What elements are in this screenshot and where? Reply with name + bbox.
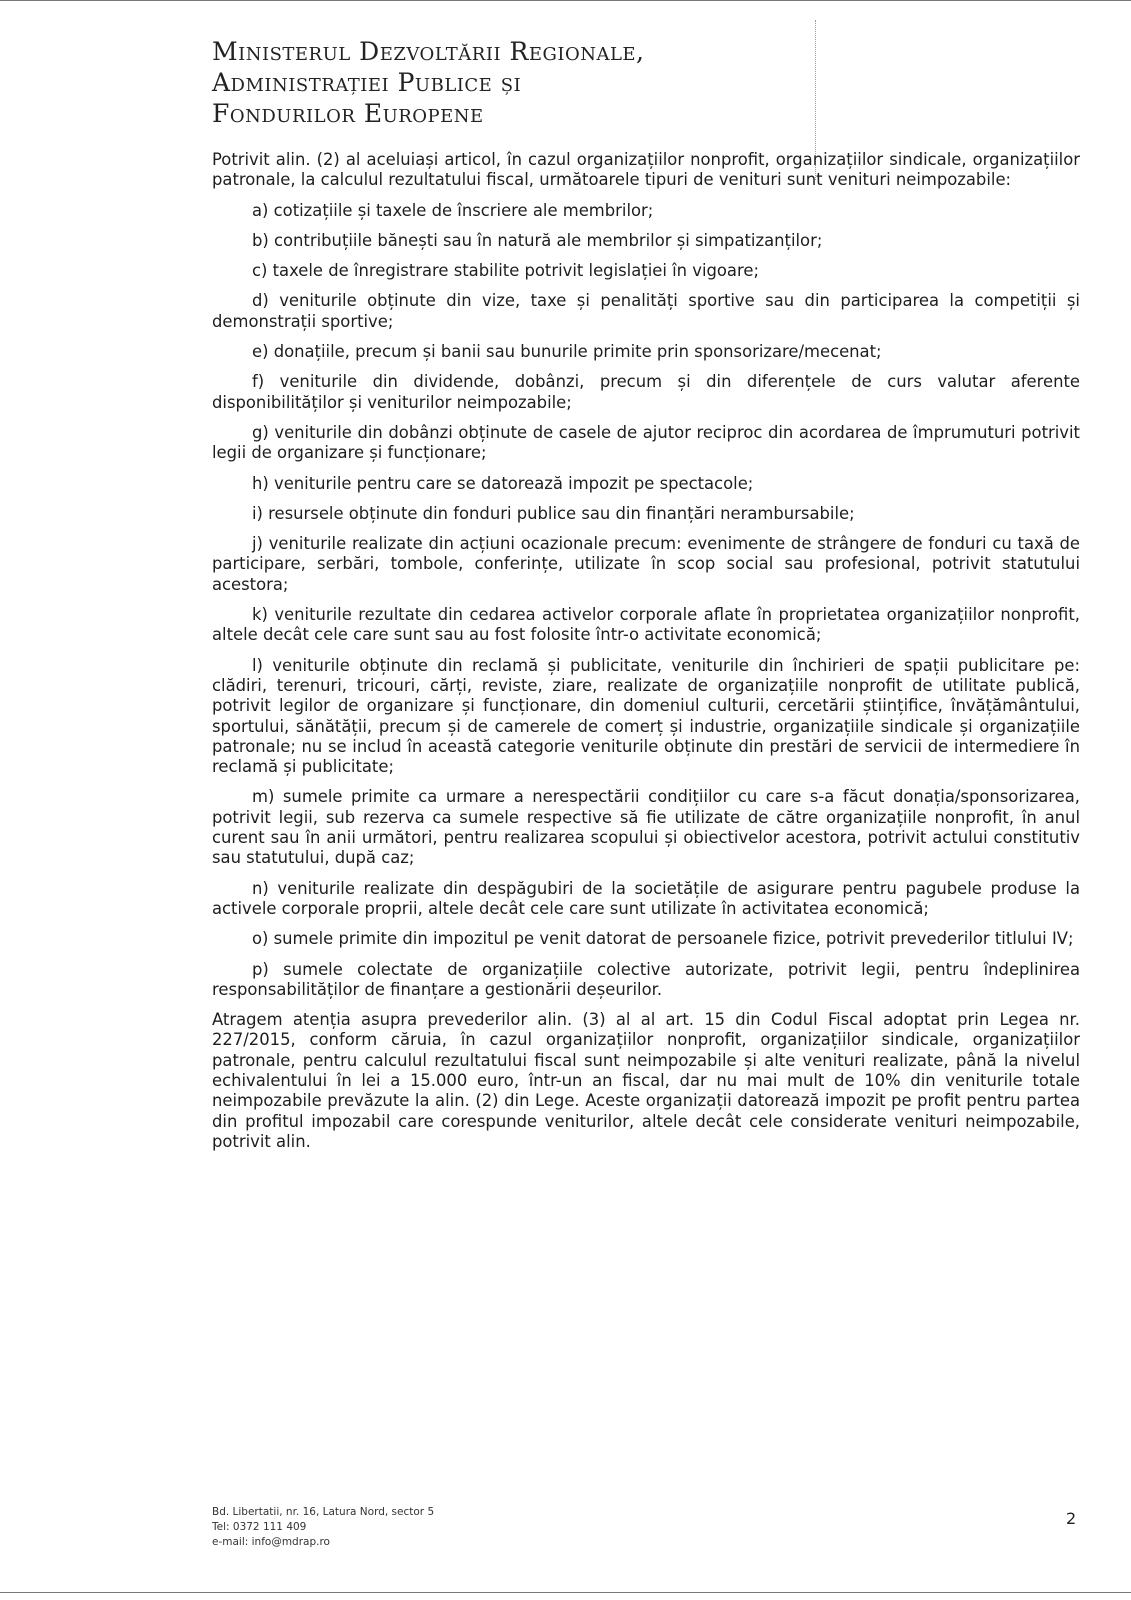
- ministry-header: [212, 36, 645, 129]
- list-item-p: p) sumele colectate de organizațiile colective autorizate, potrivit legii, pentru îndeplinirea responsabilităților de finanțare a gestionării deșeurilor.: [212, 959, 1080, 999]
- closing-paragraph: Atragem atenția asupra prevederilor alin. (3) al al art. 15 din Codul Fiscal adoptat prin Legea nr. 227/2015, conform căruia, în cazul organizațiilor nonprofit, organizațiilor sindicale, organizațiilor patronale, pentru calculul rezultatului fiscal sunt neimpozabile și alte venituri realizate, până la nivelul echivalentului în lei a 15.000 euro, într-un an fiscal, dar nu mai mult de 10% din veniturile totale neimpozabile prevăzute la alin. (2) din Lege. Aceste organizații datorează impozit pe profit pentru partea din profitul impozabil care corespunde veniturilor, altele decât cele considerate venituri neimpozabile, potrivit alin.: [212, 1010, 1080, 1151]
- list-item-c: c) taxele de înregistrare stabilite potrivit legislației în vigoare;: [252, 261, 759, 281]
- scan-edge-bottom: [0, 1592, 1131, 1593]
- list-item-l: l) veniturile obținute din reclamă și publicitate, veniturile din închirieri de spații publicitare pe: clădiri, terenuri, tricouri, cărți, reviste, ziare, realizate de organizațiile nonprofit de utilitate publică, potrivit legilor de organizare și funcționare, din domeniul culturii, cercetării științifice, învățământului, sportului, sănătății, precum și de camerele de comerț și industrie, organizațiile sindicale și organizațiile patronale; nu se includ în această categorie veniturile obținute din prestări de servicii de intermediere în reclamă și publicitate;: [212, 655, 1080, 777]
- list-item-f: f) veniturile din dividende, dobânzi, precum și din diferențele de curs valutar aferente disponibilităților și veniturilor neimpozabile;: [212, 372, 1080, 412]
- list-item-d: d) veniturile obținute din vize, taxe și penalități sportive sau din participarea la competiții și demonstrații sportive;: [212, 291, 1080, 331]
- footer-phone: Tel: 0372 111 409: [212, 1521, 307, 1533]
- page-number: 2: [1066, 1509, 1077, 1528]
- list-item-h: h) veniturile pentru care se datorează impozit pe spectacole;: [252, 473, 754, 493]
- list-item-j: j) veniturile realizate din acțiuni ocazionale precum: evenimente de strângere de fonduri cu taxă de participare, serbări, tombole, conferințe, utilizate în scop social sau profesional, potrivit statutului acestora;: [212, 534, 1080, 594]
- list-item-a: a) cotizațiile și taxele de înscriere ale membrilor;: [252, 200, 654, 220]
- list-item-e: e) donațiile, precum și banii sau bunurile primite prin sponsorizare/mecenat;: [252, 342, 882, 362]
- list-item-k: k) veniturile rezultate din cedarea activelor corporale aflate în proprietatea organizațiilor nonprofit, altele decât cele care sunt sau au fost folosite într-o activitate economică;: [212, 605, 1080, 645]
- footer-email: e-mail: info@mdrap.ro: [212, 1536, 330, 1548]
- contact-footer: [212, 1505, 434, 1550]
- intro-paragraph: Potrivit alin. (2) al aceluiași articol, în cazul organizațiilor nonprofit, organizațiilor sindicale, organizațiilor patronale, la calculul rezultatului fiscal, următoarele tipuri de venituri sunt venituri neimpozabile:: [212, 150, 1080, 190]
- document-body: [212, 150, 1080, 1162]
- list-item-o: o) sumele primite din impozitul pe venit datorat de persoanele fizice, potrivit prevederilor titlului IV;: [252, 929, 1074, 949]
- footer-address: Bd. Libertatii, nr. 16, Latura Nord, sector 5: [212, 1506, 435, 1518]
- header-line-3: Fondurilor Europene: [212, 99, 484, 128]
- header-line-1: Ministerul Dezvoltării Regionale,: [212, 37, 645, 66]
- list-item-i: i) resursele obținute din fonduri publice sau din finanțări nerambursabile;: [252, 503, 855, 523]
- list-item-g: g) veniturile din dobânzi obținute de casele de ajutor reciproc din acordarea de împrumuturi potrivit legii de organizare și funcționare;: [212, 422, 1080, 463]
- list-item-b: b) contribuțiile bănești sau în natură ale membrilor și simpatizanților;: [252, 230, 823, 250]
- list-item-m: m) sumele primite ca urmare a nerespectării condițiilor cu care s-a făcut donația/sponsorizarea, potrivit legii, sub rezerva ca sumele respective să fie utilizate de către organizațiile nonprofit, în anul curent sau în anii următori, pentru realizarea scopului și obiectivelor acestora, potrivit actului constitutiv sau statutului, după caz;: [212, 787, 1080, 868]
- scan-edge-top: [0, 0, 1131, 1]
- list-item-n: n) veniturile realizate din despăgubiri de la societățile de asigurare pentru pagubele produse la activele corporale proprii, altele decât cele care sunt utilizate în activitatea economică;: [212, 878, 1080, 918]
- header-line-2: Administrației Publice și: [212, 68, 522, 97]
